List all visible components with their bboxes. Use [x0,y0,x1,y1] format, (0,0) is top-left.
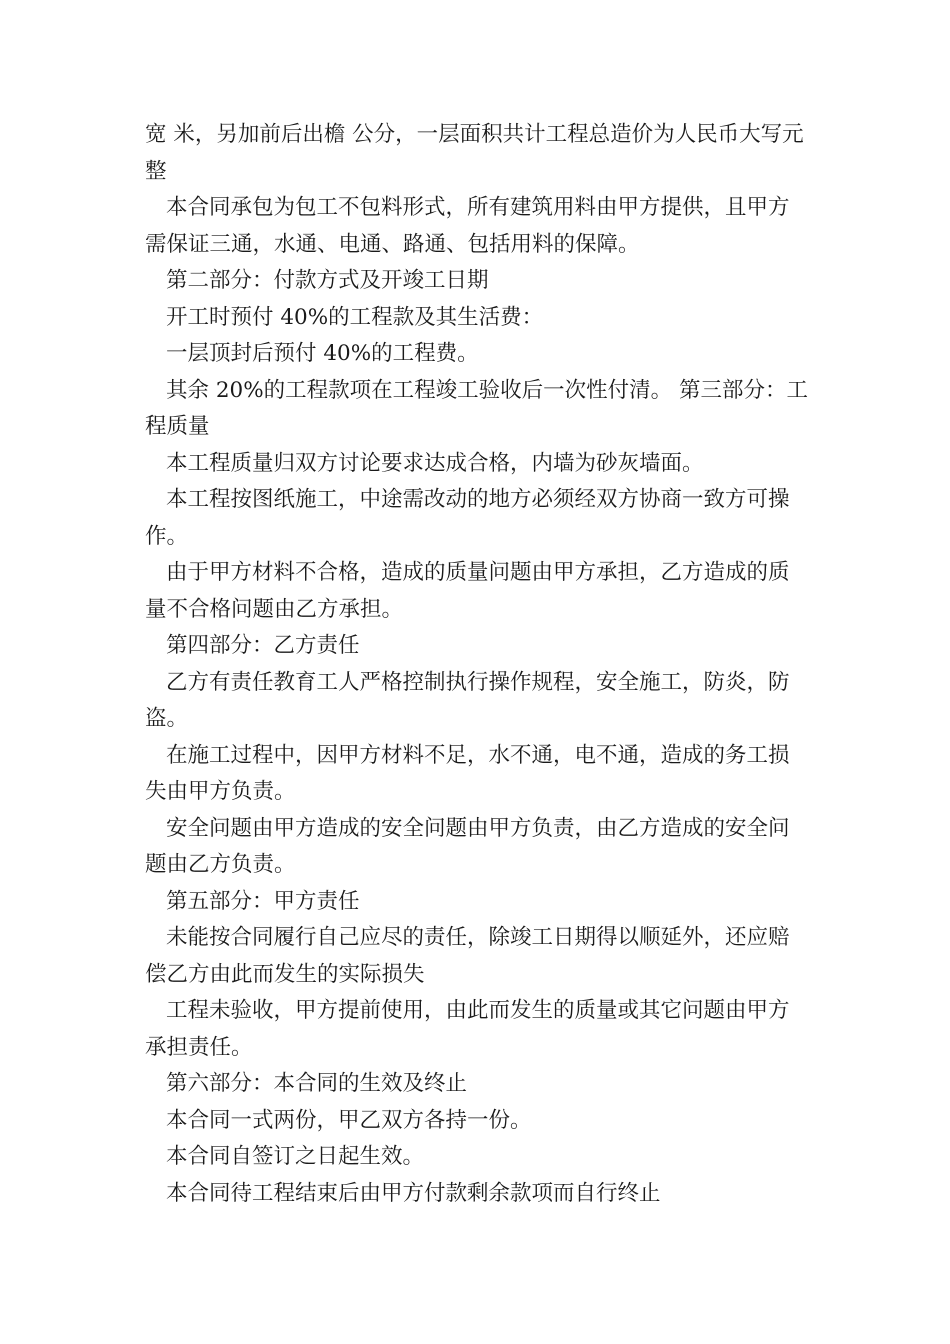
paragraph-party-b-safety: 乙方有责任教育工人严格控制执行操作规程，安全施工，防炎，防盗。 [145,669,790,731]
paragraph-payment-start: 开工时预付 40%的工程款及其生活费： [166,304,544,330]
paragraph-effective: 本合同自签订之日起生效。 [166,1144,425,1169]
paragraph-quality-liability: 由于甲方材料不合格，造成的质量问题由甲方承担，乙方造成的质量不合格问题由乙方承担。 [145,560,790,622]
paragraph-party-b-safety-liability: 安全问题由甲方造成的安全问题由甲方负责，由乙方造成的安全问题由乙方负责。 [145,815,790,877]
paragraph-payment-roof: 一层顶封后预付 40%的工程费。 [166,341,479,366]
paragraph-quality-standard: 本工程质量归双方讨论要求达成合格，内墙为砂灰墙面。 [166,450,704,476]
heading-part-six: 第六部分：本合同的生效及终止 [166,1071,468,1096]
heading-part-five: 第五部分：甲方责任 [166,888,360,914]
paragraph-contract-form: 本合同承包为包工不包料形式，所有建筑用料由甲方提供，且甲方需保证三通，水通、电通、路通、包括用料的保障。 [145,195,790,257]
paragraph-project-area: 宽 米，另加前后出檐 公分，一层面积共计工程总造价为人民币大写元整 [145,122,804,184]
paragraph-party-a-obligations: 未能按合同履行自己应尽的责任，除竣工日期得以顺延外，还应赔偿乙方由此而发生的实际损失 [145,925,790,987]
paragraph-termination: 本合同待工程结束后由甲方付款剩余款项而自行终止 [166,1180,661,1206]
paragraph-party-b-losses: 在施工过程中，因甲方材料不足，水不通，电不通，造成的务工损失由甲方负责。 [145,742,790,804]
paragraph-copies: 本合同一式两份，甲乙双方各持一份。 [166,1107,532,1133]
heading-part-two: 第二部分：付款方式及开竣工日期 [166,268,489,293]
document-body [145,117,810,1212]
paragraph-quality-drawings: 本工程按图纸施工，中途需改动的地方必须经双方协商一致方可操作。 [145,487,790,549]
paragraph-party-a-early-use: 工程未验收，甲方提前使用，由此而发生的质量或其它问题由甲方承担责任。 [145,998,790,1060]
heading-part-four: 第四部分：乙方责任 [166,633,360,658]
paragraph-payment-final: 其余 20%的工程款项在工程竣工验收后一次性付清。 第三部分：工程质量 [145,377,808,439]
